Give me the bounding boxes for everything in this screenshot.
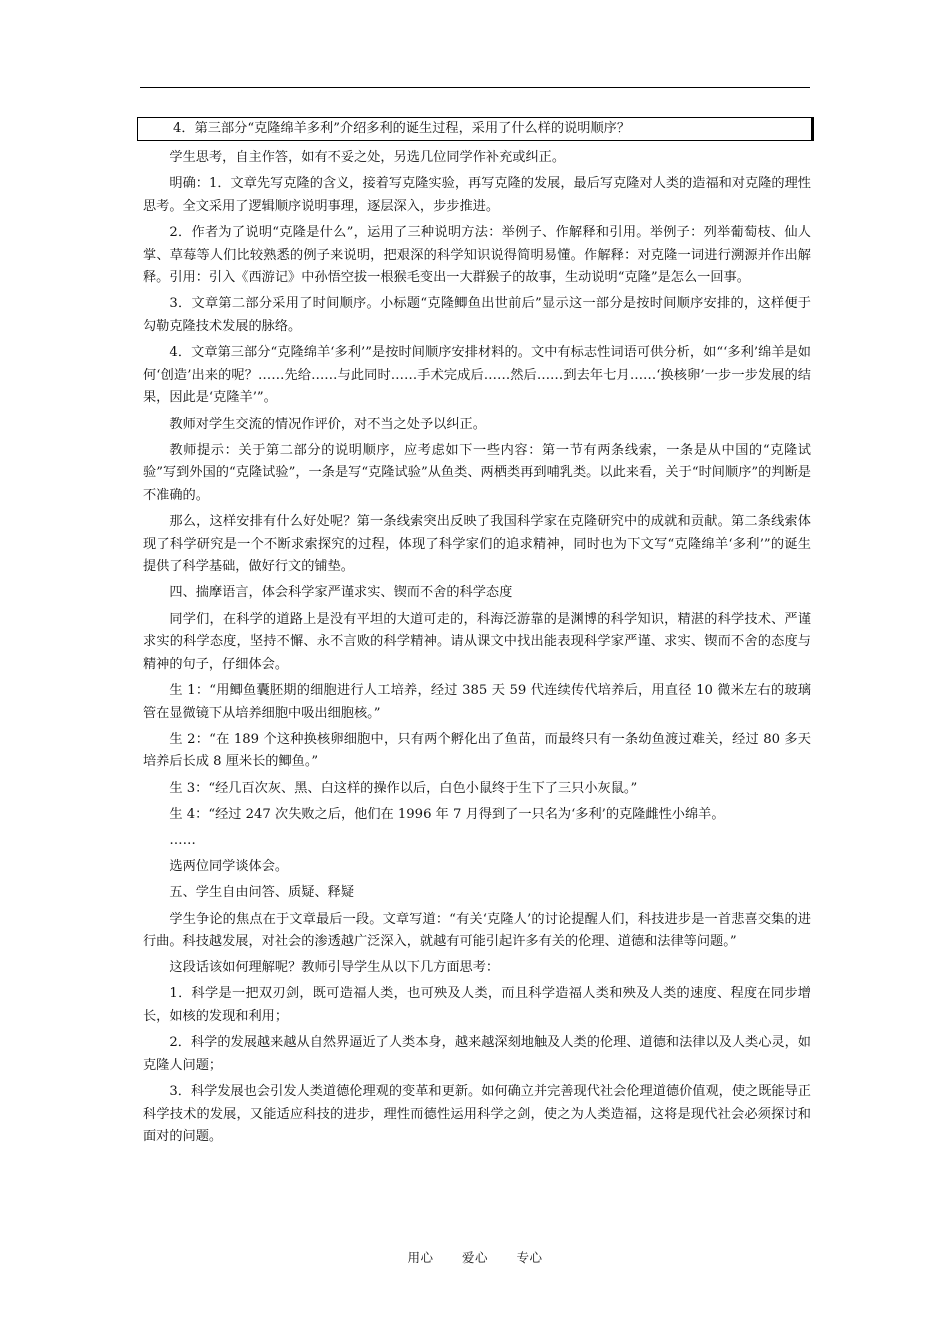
paragraph: 选两位同学谈体会。 [169, 859, 289, 875]
section-heading: 五、学生自由问答、质疑、释疑 [169, 885, 355, 901]
section-heading: 四、揣摩语言，体会科学家严谨求实、锲而不舍的科学态度 [169, 585, 513, 601]
paragraph: 4．文章第三部分“克隆绵羊‘多利’”是按时间顺序安排材料的。文中有标志性词语可供分析，如“‘多利’绵羊是如何‘创造’出来的呢？……先给……与此同时……手术完成后……然后……到去年七月……‘换核卵’一步一步发展的结果，因此是‘克隆羊’”。 [143, 345, 811, 406]
paragraph: 同学们，在科学的道路上是没有平坦的大道可走的，科海泛游靠的是渊博的科学知识，精湛的科学技术、严谨求实的科学态度，坚持不懈、永不言败的科学精神。请从课文中找出能表现科学家严谨、求实、锲而不舍的态度与精神的句子，仔细体会。 [143, 611, 811, 672]
paragraph: 生 4：“经过 247 次失败之后，他们在 1996 年 7 月得到了一只名为‘多利’的克隆雌性小绵羊。 [169, 806, 725, 822]
paragraph: 教师对学生交流的情况作评价，对不当之处予以纠正。 [169, 416, 486, 432]
header-rule [140, 87, 810, 88]
paragraph: 生 2：“在 189 个这种换核卵细胞中，只有两个孵化出了鱼苗，而最终只有一条幼鱼渡过难关，经过 80 多天培养后长成 8 厘米长的鲫鱼。” [143, 731, 811, 770]
paragraph: 学生思考，自主作答，如有不妥之处，另选几位同学作补充或纠正。 [169, 150, 566, 165]
paragraph: 学生争论的焦点在于文章最后一段。文章写道：“有关‘克隆人’的讨论提醒人们，科技进步是一首悲喜交集的进行曲。科技越发展，对社会的渗透越广泛深入，就越有可能引起许多有关的伦理、道德和法律等问题。” [143, 911, 811, 950]
footer-word: 专心 [516, 1250, 543, 1265]
paragraph: 那么，这样安排有什么好处呢？第一条线索突出反映了我国科学家在克隆研究中的成就和贡献。第二条线索体现了科学研究是一个不断求索探究的过程，体现了科学家们的追求精神，同时也为下文写“克隆绵羊‘多利’”的诞生提供了科学基础，做好行文的铺垫。 [143, 514, 811, 575]
paragraph: 1．科学是一把双刃剑，既可造福人类，也可殃及人类，而且科学造福人类和殃及人类的速度、程度在同步增长，如核的发现和利用； [143, 986, 811, 1025]
footer-word: 用心 [407, 1250, 434, 1265]
paragraph: 2．作者为了说明“克隆是什么”，运用了三种说明方法：举例子、作解释和引用。举例子：列举葡萄枝、仙人掌、草莓等人们比较熟悉的例子来说明，把艰深的科学知识说得简明易懂。作解释：对克隆一词进行溯源并作出解释。引用：引入《西游记》中孙悟空拔一根猴毛变出一大群猴子的故事，生动说明“克隆”是怎么一回事。 [143, 224, 811, 286]
paragraph: 3．文章第二部分采用了时间顺序。小标题“克隆鲫鱼出世前后”显示这一部分是按时间顺序安排的，这样便于勾勒克隆技术发展的脉络。 [143, 296, 811, 334]
footer-word: 爱心 [461, 1250, 488, 1265]
paragraph: 生 3：“经几百次灰、黑、白这样的操作以后，白色小鼠终于生下了三只小灰鼠。” [169, 780, 638, 796]
document-body [143, 147, 811, 1152]
paragraph: 这段话该如何理解呢？教师引导学生从以下几方面思考： [169, 960, 500, 976]
boxed-question-text: 4．第三部分“克隆绵羊多利”介绍多利的诞生过程，采用了什么样的说明顺序？ [173, 121, 631, 136]
paragraph: …… [169, 832, 196, 848]
paragraph: 明确：1．文章先写克隆的含义，接着写克隆实验，再写克隆的发展，最后写克隆对人类的造福和对克隆的理性思考。全文采用了逻辑顺序说明事理，逐层深入，步步推进。 [143, 176, 811, 214]
page-footer [0, 1250, 950, 1266]
paragraph: 教师提示：关于第二部分的说明顺序，应考虑如下一些内容：第一节有两条线索，一条是从中国的“克隆试验”写到外国的“克隆试验”，一条是写“克隆试验”从鱼类、两栖类再到哺乳类。以此来看，关于“时间顺序”的判断是不准确的。 [143, 442, 811, 503]
paragraph: 2．科学的发展越来越从自然界逼近了人类本身，越来越深刻地触及人类的伦理、道德和法律以及人类心灵，如克隆人问题； [143, 1035, 811, 1073]
boxed-question [137, 117, 814, 141]
paragraph: 3．科学发展也会引发人类道德伦理观的变革和更新。如何确立并完善现代社会伦理道德价值观，使之既能导正科学技术的发展，又能适应科技的进步，理性而德性运用科学之剑，使之为人类造福，这将是现代社会必须探讨和面对的问题。 [143, 1084, 811, 1145]
paragraph: 生 1：“用鲫鱼囊胚期的细胞进行人工培养，经过 385 天 59 代连续传代培养后，用直径 10 微米左右的玻璃管在显微镜下从培养细胞中吸出细胞核。” [143, 683, 811, 721]
